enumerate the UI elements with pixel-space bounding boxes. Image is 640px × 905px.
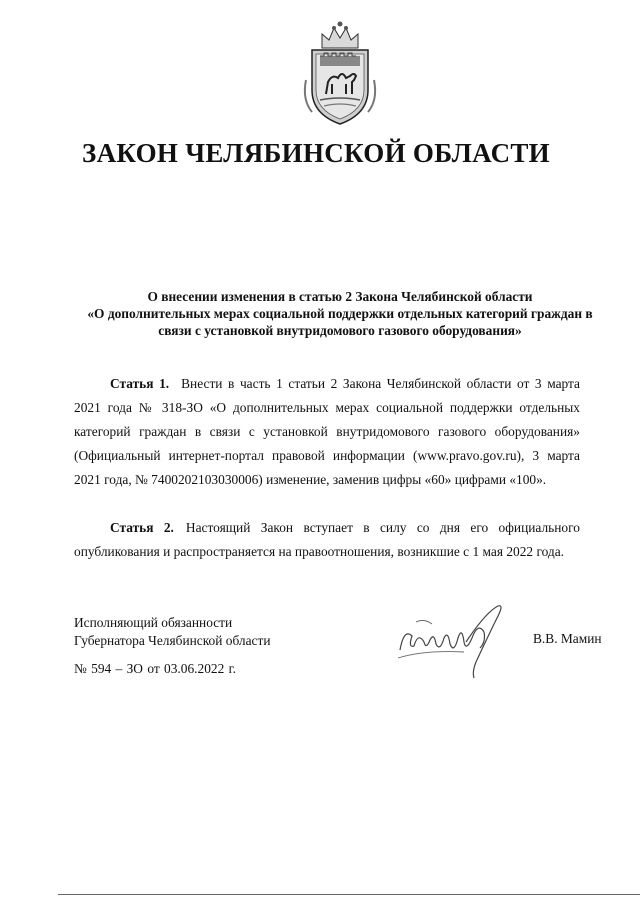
article-1-text-line: 2021 года, № 7400202103030006) изменение, заменив цифры «60» цифрами «100». [74,472,547,487]
article-1-label: Статья 1. [110,376,170,391]
signatory-position-line: Губернатора Челябинской области [74,633,271,648]
article-2 [74,516,580,564]
bottom-divider [58,894,640,895]
handwritten-signature [394,602,510,680]
subject-line: О внесении изменения в статью 2 Закона Челябинской области [147,289,533,304]
article-1-text-line: категорий граждан в связи с установкой внутридомового газового оборудования» [74,424,580,439]
article-1-text-line: 2021 года № 318-ЗО «О дополнительных мерах социальной поддержки отдельных [74,400,580,415]
article-1-first-line [74,372,580,396]
law-title: ЗАКОН ЧЕЛЯБИНСКОЙ ОБЛАСТИ [82,138,550,168]
article-2-text-line: Настоящий Закон вступает в силу со дня его официального [185,520,580,535]
article-1-text-line: Внести в часть 1 статьи 2 Закона Челябинской области от 3 марта [181,376,580,391]
subject-line: «О дополнительных мерах социальной поддержки отдельных категорий граждан в [87,306,593,321]
article-1-text-line: (Официальный интернет-портал правовой информации (www.pravo.gov.ru), 3 марта [74,448,580,463]
article-2-label: Статья 2. [110,520,174,535]
coat-of-arms-emblem [298,20,382,128]
law-subject [60,288,620,339]
subject-line: связи с установкой внутридомового газового оборудования» [158,323,522,338]
signatory-position [74,614,271,650]
article-2-first-line [74,516,580,540]
article-1 [74,372,580,492]
signatory-name: В.В. Мамин [533,631,602,646]
signatory-position-line: Исполняющий обязанности [74,615,233,630]
law-number-date: № 594 – ЗО от 03.06.2022 г. [74,661,236,676]
article-2-text-line: опубликования и распространяется на правоотношения, возникшие с 1 мая 2022 года. [74,544,565,559]
